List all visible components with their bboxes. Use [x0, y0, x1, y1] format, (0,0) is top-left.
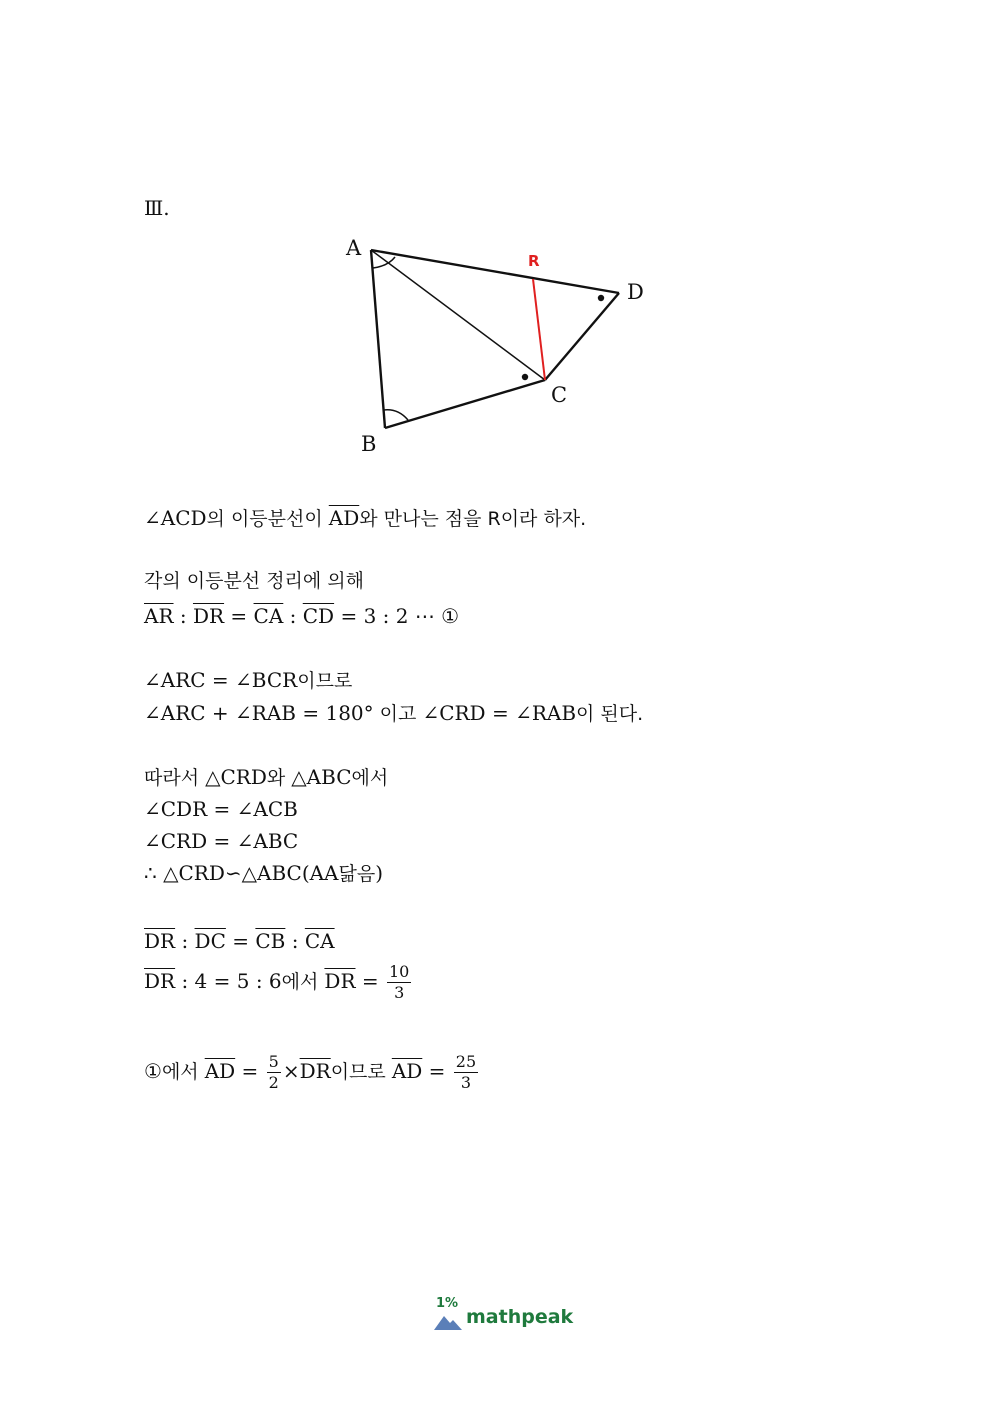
segment-ad	[371, 250, 619, 293]
diagonal-ac	[371, 250, 545, 380]
angle-dot-d	[598, 295, 604, 301]
text-line-12: ①에서 $\overline{AD}$ = $\frac{5}{2}$ $\times\overline{DR}$이므로 $\overline{AD}$ = $\frac{25}{3}$	[144, 1052, 477, 1092]
text-line-5: ∠ARC + ∠RAB = 180° 이고 ∠CRD = ∠RAB이 된다.	[144, 701, 644, 725]
text-line-7: ∠CDR = ∠ACB	[144, 797, 298, 821]
fraction-10-3: $\frac{10}{3}$	[388, 962, 410, 1002]
text-line-2: 각의 이등분선 정리에 의해	[144, 570, 365, 592]
segment-bc	[385, 380, 545, 428]
angle-dot-c	[522, 374, 528, 380]
text-line-6: 따라서 △CRD와 △ABC에서	[144, 765, 389, 789]
mountain-icon	[434, 1312, 464, 1332]
quadrilateral-figure	[330, 225, 660, 465]
logo-brand: mathpeak	[466, 1306, 574, 1328]
fraction-5-2: $\frac{5}{2}$	[268, 1052, 279, 1092]
segment-ab	[371, 250, 385, 428]
point-label-d: D	[627, 280, 644, 304]
figure-lines	[371, 250, 619, 428]
point-label-c: C	[551, 383, 568, 407]
mathpeak-logo	[432, 1296, 572, 1336]
text-line-1: ∠ACD의 이등분선이 $\overline{AD}$와 만나는 점을 R이라 하자.	[144, 506, 587, 530]
section-label: Ⅲ.	[144, 196, 170, 220]
logo-percent: 1%	[436, 1296, 459, 1311]
text-line-10: $\overline{DR}$ : $\overline{DC} = \overline{CB}$ : $\overline{CA}$	[144, 929, 335, 953]
text-line-9: ∴ △CRD∽△ABC(AA닮음)	[144, 861, 384, 885]
point-label-a: A	[346, 236, 362, 260]
text-line-8: ∠CRD = ∠ABC	[144, 829, 299, 853]
segment-cd	[545, 293, 619, 380]
point-label-r: R	[528, 252, 540, 270]
fraction-25-3: $\frac{25}{3}$	[455, 1052, 477, 1092]
text-line-11: $\overline{DR}$ : 4 = 5 : 6에서 $\overline{DR}$ = $\frac{10}{3}$	[144, 962, 410, 1002]
bisector-cr	[533, 279, 545, 380]
point-label-b: B	[361, 432, 377, 456]
text-line-4: ∠ARC = ∠BCR이므로	[144, 668, 353, 692]
text-line-3: $\overline{AR}$ : $\overline{DR} = \overline{CA}$ : $\overline{CD} = 3$ : 2 ⋯ ①	[144, 604, 460, 628]
angle-arc-b	[383, 410, 408, 420]
